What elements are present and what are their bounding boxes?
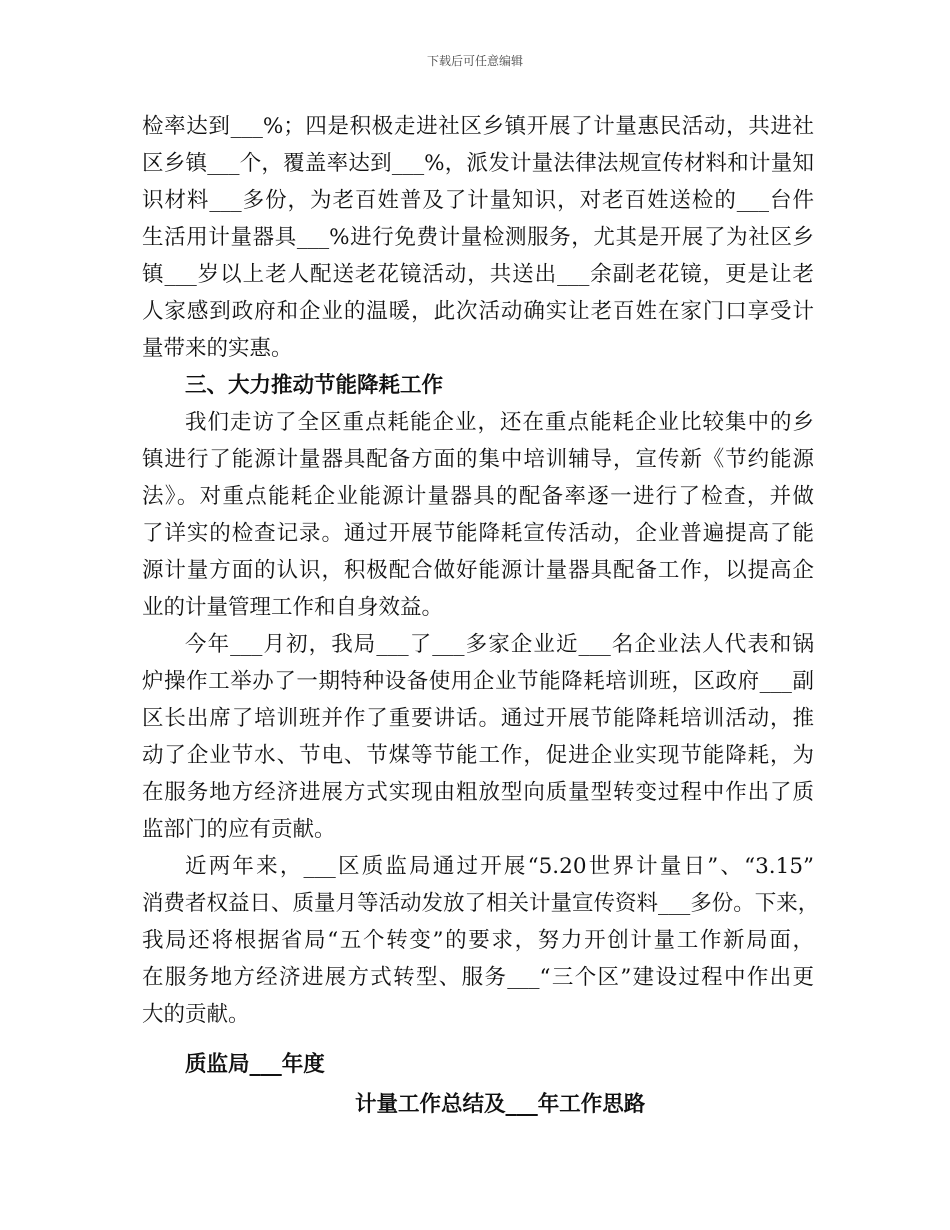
body-line: 区长出席了培训班并作了重要讲话。通过开展节能降耗培训活动，推 [142,706,814,731]
closing-report-title: 计量工作总结及___年工作思路 [355,1092,646,1117]
body-line: 源计量方面的认识，积极配合做好能源计量器具配备工作，以提高企 [142,558,814,583]
body-line: 人家感到政府和企业的温暖，此次活动确实让老百姓在家门口享受计 [142,299,814,324]
body-line: 我们走访了全区重点耗能企业，还在重点能耗企业比较集中的乡 [185,410,814,435]
spacer [142,1033,814,1045]
document-body [142,108,820,1125]
body-line: 在服务地方经济进展方式转型、服务___“三个区”建设过程中作出更 [142,965,814,990]
closing-agency-heading: 质监局___年度 [185,1052,325,1077]
page-header: 下载后可任意编辑 [426,54,523,68]
body-line: 了详实的检查记录。通过开展节能降耗宣传活动，企业普遍提高了能 [142,521,814,546]
body-line: 镇进行了能源计量器具配备方面的集中培训辅导，宣传新《节约能源 [142,447,814,472]
body-line: 区乡镇___个，覆盖率达到___%，派发计量法律法规宣传材料和计量知 [142,151,814,176]
body-line: 法》。对重点能耗企业能源计量器具的配备率逐一进行了检查，并做 [142,484,814,509]
body-line: 识材料___多份，为老百姓普及了计量知识，对老百姓送检的___台件 [142,188,814,213]
body-line: 消费者权益日、质量月等活动发放了相关计量宣传资料___多份。下来， [142,891,820,916]
body-line: 今年___月初，我局___了___多家企业近___名企业法人代表和锅 [185,632,814,657]
body-line: 动了企业节水、节电、节煤等节能工作，促进企业实现节能降耗，为 [142,743,814,768]
section-heading: 三、大力推动节能降耗工作 [185,373,444,398]
body-line: 我局还将根据省局“五个转变”的要求，努力开创计量工作新局面， [142,928,814,953]
body-line: 在服务地方经济进展方式实现由粗放型向质量型转变过程中作出了质 [142,780,814,805]
body-line: 检率达到___%；四是积极走进社区乡镇开展了计量惠民活动，共进社 [142,114,814,139]
body-line: 近两年来，___区质监局通过开展“5.20世界计量日”、“3.15” [185,854,814,879]
body-line: 镇___岁以上老人配送老花镜活动，共送出___余副老花镜，更是让老 [142,262,814,287]
body-line: 炉操作工举办了一期特种设备使用企业节能降耗培训班，区政府___副 [142,669,814,694]
body-line: 量带来的实惠。 [142,336,293,361]
body-line: 监部门的应有贡献。 [142,817,336,842]
body-line: 生活用计量器具___%进行免费计量检测服务，尤其是开展了为社区乡 [142,225,814,250]
body-line: 业的计量管理工作和自身效益。 [142,595,444,620]
body-line: 大的贡献。 [142,1002,250,1027]
